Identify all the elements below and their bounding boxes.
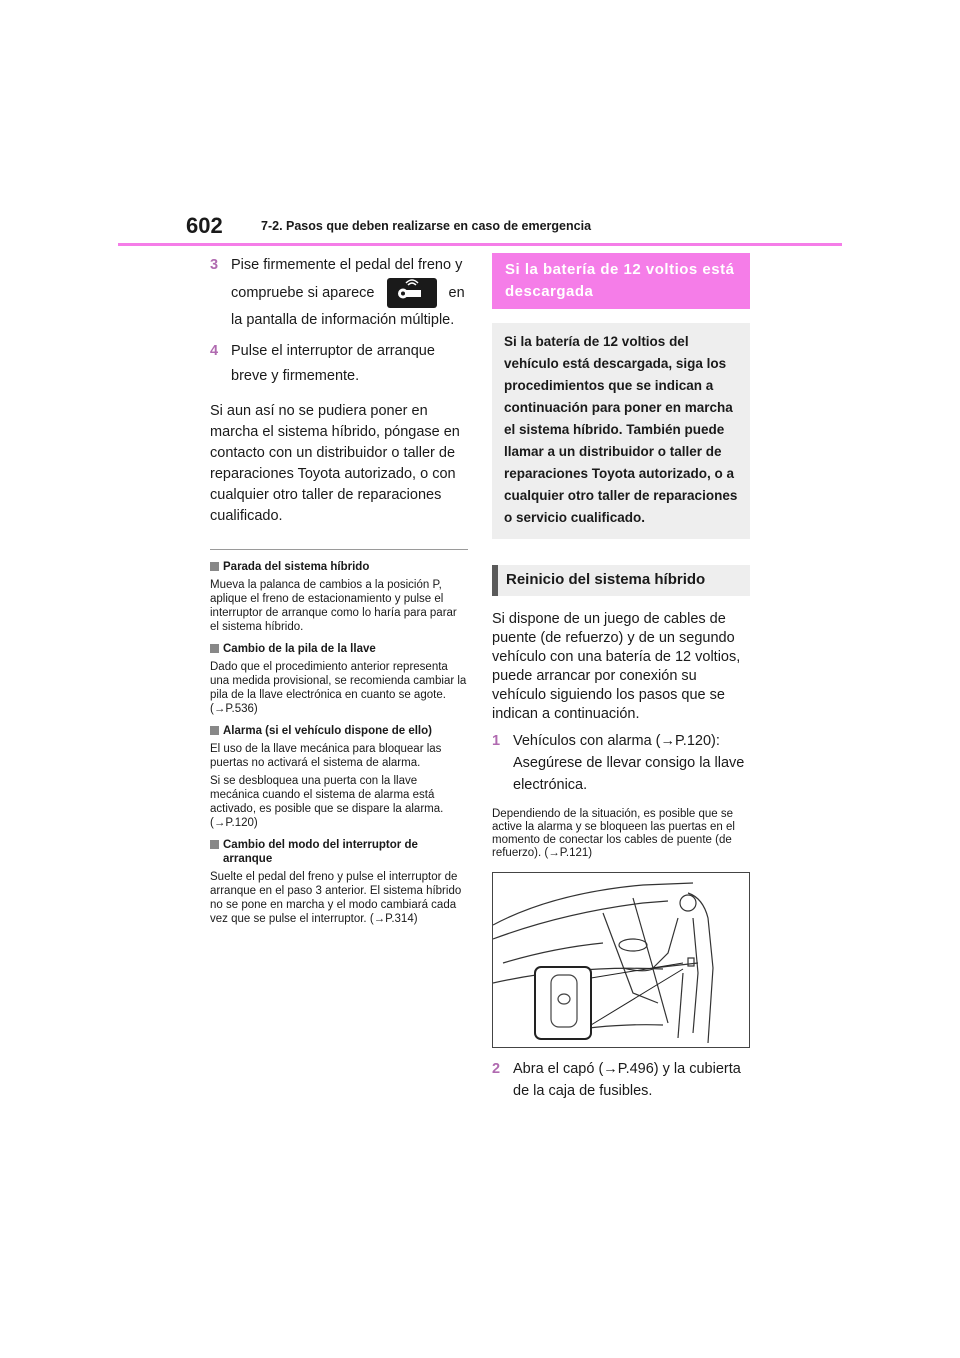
step-text: Abra el capó (→P.496) y la cubierta de la caja de fusibles. (513, 1061, 741, 1099)
header-rule (118, 243, 842, 246)
key-warning-icon (387, 278, 437, 308)
step-3-text-b: en la pantalla de información múltiple. (231, 284, 465, 328)
step-3 (210, 253, 468, 333)
small-paragraph: Dependiendo de la situación, es posible que se active la alarma y se bloqueen las puertas en el momento de conectar los cables de puente (de refuerzo). (→P.121) (492, 808, 735, 859)
step-3-text-a: Pise firmemente el pedal del freno y compruebe si aparece (231, 257, 463, 301)
step-text: Vehículos con alarma (→P.120): Asegúrese de llevar consigo la llave electrónica. (513, 733, 745, 793)
square-bullet-icon (210, 562, 219, 571)
note-heading (210, 642, 468, 656)
note-heading-text: Parada del sistema híbrido (223, 561, 370, 573)
divider (210, 549, 468, 550)
step-number: 3 (210, 257, 219, 273)
left-column (210, 253, 468, 926)
note-text: Mueva la palanca de cambios a la posición P, aplique el freno de estacionamiento y pulse el interruptor de arranque como lo haría para parar el sistema híbrido. (210, 579, 457, 633)
step-text: Pulse el interruptor de arranque breve y firmemente. (231, 343, 435, 384)
step-number: 2 (492, 1061, 501, 1077)
step-4 (210, 339, 468, 389)
note-heading (210, 838, 468, 866)
car-illustration (492, 872, 750, 1048)
sub-section-header: Reinicio del sistema híbrido (492, 565, 750, 596)
step-number: 1 (492, 733, 501, 749)
note-text: Suelte el pedal del freno y pulse el interruptor de arranque en el paso 3 anterior. El sistema híbrido no se pone en marcha y el modo cambiará cada vez que se pulse el interruptor. (→P.314) (210, 871, 462, 925)
step-2 (492, 1058, 750, 1102)
note-text: Dado que el procedimiento anterior representa una medida provisional, se recomienda cambiar la pila de la llave electrónica en cuanto se agote. (→P.536) (210, 661, 467, 715)
section-title: 7-2. Pasos que deben realizarse en caso de emergencia (261, 219, 592, 233)
square-bullet-icon (210, 840, 219, 849)
step-text (231, 253, 468, 333)
square-bullet-icon (210, 644, 219, 653)
note-heading-text: Alarma (si el vehículo dispone de ello) (223, 725, 432, 737)
note-text: Si se desbloquea una puerta con la llave mecánica cuando el sistema de alarma está activado, es posible que se dispare la alarma. (→P.120) (210, 775, 444, 829)
body-paragraph: Si aun así no se pudiera poner en marcha el sistema híbrido, póngase en contacto con un distribuidor o taller de reparaciones Toyota autorizado, o con cualquier otro taller de reparaciones cualificado. (210, 403, 460, 524)
note-text: El uso de la llave mecánica para bloquear las puertas no activará el sistema de alarma. (210, 743, 442, 769)
note-heading (210, 560, 468, 574)
square-bullet-icon (210, 726, 219, 735)
note-heading (210, 724, 468, 738)
info-box: Si la batería de 12 voltios del vehículo está descargada, siga los procedimientos que se indican a continuación para poner en marcha el sistema híbrido. También puede llamar a un distribuidor o taller de reparaciones Toyota autorizado, o a cualquier otro taller de reparaciones o servicio cualificado. (492, 323, 750, 539)
right-column (492, 253, 750, 1102)
person-at-car-door-drawing (493, 873, 749, 1047)
note-heading-text: Cambio del modo del interruptor de arranque (223, 839, 418, 865)
section-banner: Si la batería de 12 voltios está descargada (492, 253, 750, 309)
step-number: 4 (210, 343, 219, 359)
body-paragraph: Si dispone de un juego de cables de puente (de refuerzo) y de un segundo vehículo con una batería de 12 voltios, puede arrancar por conexión su vehículo siguiendo los pasos que se indican a continuación. (492, 611, 741, 722)
page-number: 602 (186, 213, 223, 238)
step-1 (492, 730, 750, 796)
note-heading-text: Cambio de la pila de la llave (223, 643, 376, 655)
